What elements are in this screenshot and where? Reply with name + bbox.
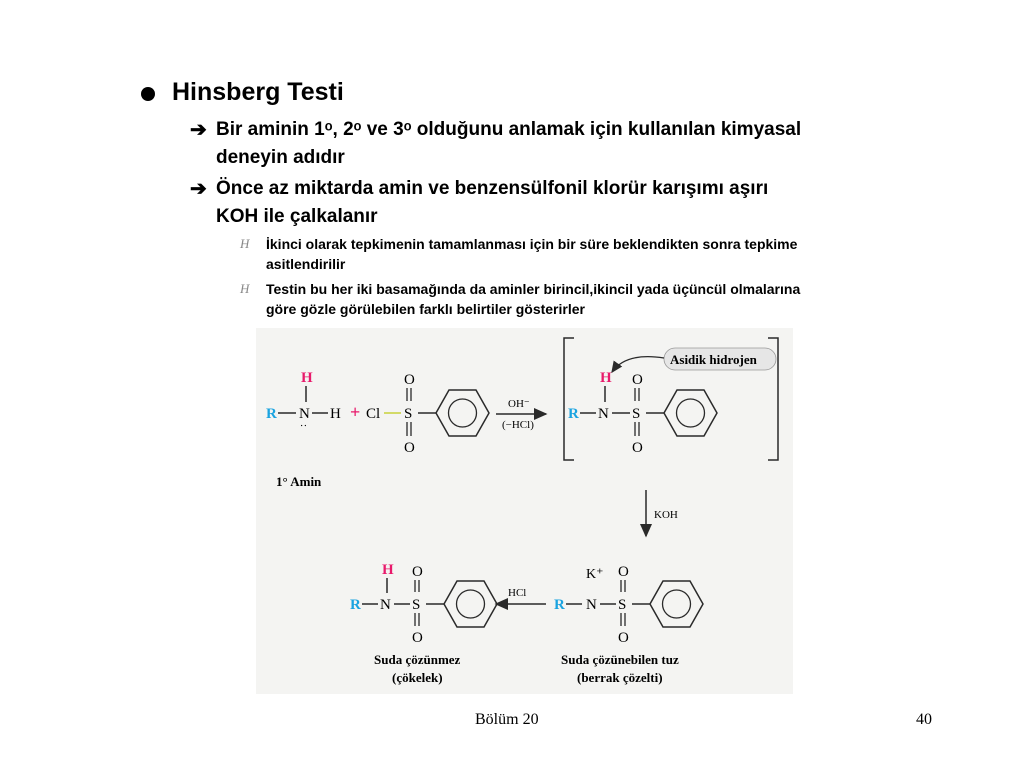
atom-o-top: O (632, 372, 643, 388)
subpoint-1-line1: İkinci olarak tepkimenin tamamlanması için bir süre beklendikten sonra tepkime (266, 236, 798, 252)
subpoint-2-line1: Testin bu her iki basamağında da aminler birincil,ikincil yada üçüncül olmalarına (266, 281, 801, 297)
atom-o-top: O (412, 564, 423, 580)
atom-s: S (404, 406, 413, 422)
subpoint-2-line2: göre gözle görülebilen farklı belirtiler gösterirler (266, 301, 585, 317)
atom-o-bottom: O (632, 440, 643, 456)
sub-bullet-icon: H (240, 281, 250, 296)
footer-chapter: Bölüm 20 (475, 711, 539, 728)
benzene-ring (436, 390, 489, 436)
atom-n: N (380, 597, 391, 613)
sub-bullet-icon: H (240, 236, 250, 251)
atom-h-acidic: H (382, 562, 394, 578)
arrow-bullet-icon: ➔ (190, 178, 207, 200)
sulfonamide-salt (554, 564, 703, 646)
hinsberg-reaction-figure (256, 328, 793, 694)
point-1-line1: Bir aminin 1ᵒ, 2ᵒ ve 3ᵒ olduğunu anlamak için kullanılan kimyasal (216, 119, 802, 140)
reaction-scheme (256, 328, 793, 694)
primary-amine-label: 1° Amin (276, 474, 322, 489)
atom-r: R (554, 597, 565, 613)
atom-o-top: O (404, 372, 415, 388)
atom-o-top: O (618, 564, 629, 580)
point-1 (216, 116, 946, 172)
intermediate-bracket (564, 338, 778, 460)
atom-o-bottom: O (618, 630, 629, 646)
reagent-oh: OH⁻ (508, 398, 530, 410)
atom-o-bottom: O (412, 630, 423, 646)
point-2 (216, 175, 946, 231)
atom-r: R (266, 406, 277, 422)
atom-o-bottom: O (404, 440, 415, 456)
slide-title: Hinsberg Testi (172, 78, 344, 106)
atom-n: N (598, 406, 609, 422)
atom-r: R (568, 406, 579, 422)
reagent-hcl: HCl (508, 587, 527, 599)
left-caption-2: (çökelek) (392, 670, 443, 685)
title-bullet (141, 87, 155, 101)
asidik-hidrojen-label: Asidik hidrojen (670, 352, 757, 367)
atom-n: N (299, 406, 310, 422)
footer-page-number: 40 (916, 711, 932, 728)
potassium-ion: K⁺ (586, 567, 604, 582)
subpoint-1 (266, 234, 966, 274)
benzenesulfonyl-chloride (366, 372, 489, 456)
atom-h-acidic: H (301, 370, 313, 386)
plus-sign: + (350, 402, 361, 422)
benzene-ring (444, 581, 497, 627)
subpoint-2 (266, 279, 966, 319)
atom-s: S (412, 597, 421, 613)
atom-s: S (632, 406, 641, 422)
atom-s: S (618, 597, 627, 613)
atom-r: R (350, 597, 361, 613)
point-1-line2: deneyin adıdır (216, 147, 345, 168)
atom-n: N (586, 597, 597, 613)
lone-pair: : (298, 424, 310, 428)
reagent-minus-hcl: (−HCl) (502, 419, 534, 431)
reagent-koh: KOH (654, 509, 678, 521)
benzene-ring (650, 581, 703, 627)
right-caption-1: Suda çözünebilen tuz (561, 652, 679, 667)
atom-h-acidic: H (600, 370, 612, 386)
point-2-line2: KOH ile çalkalanır (216, 206, 378, 227)
point-2-line1: Önce az miktarda amin ve benzensülfonil klorür karışımı aşırı (216, 178, 769, 199)
primary-amine (266, 370, 341, 427)
atom-cl: Cl (366, 406, 381, 422)
subpoint-1-line2: asitlendirilir (266, 256, 346, 272)
benzene-ring (664, 390, 717, 436)
arrow-bullet-icon: ➔ (190, 119, 207, 141)
left-caption-1: Suda çözünmez (374, 652, 461, 667)
sulfonamide-precipitate (350, 562, 497, 646)
right-caption-2: (berrak çözelti) (577, 670, 663, 685)
atom-h: H (330, 406, 341, 422)
